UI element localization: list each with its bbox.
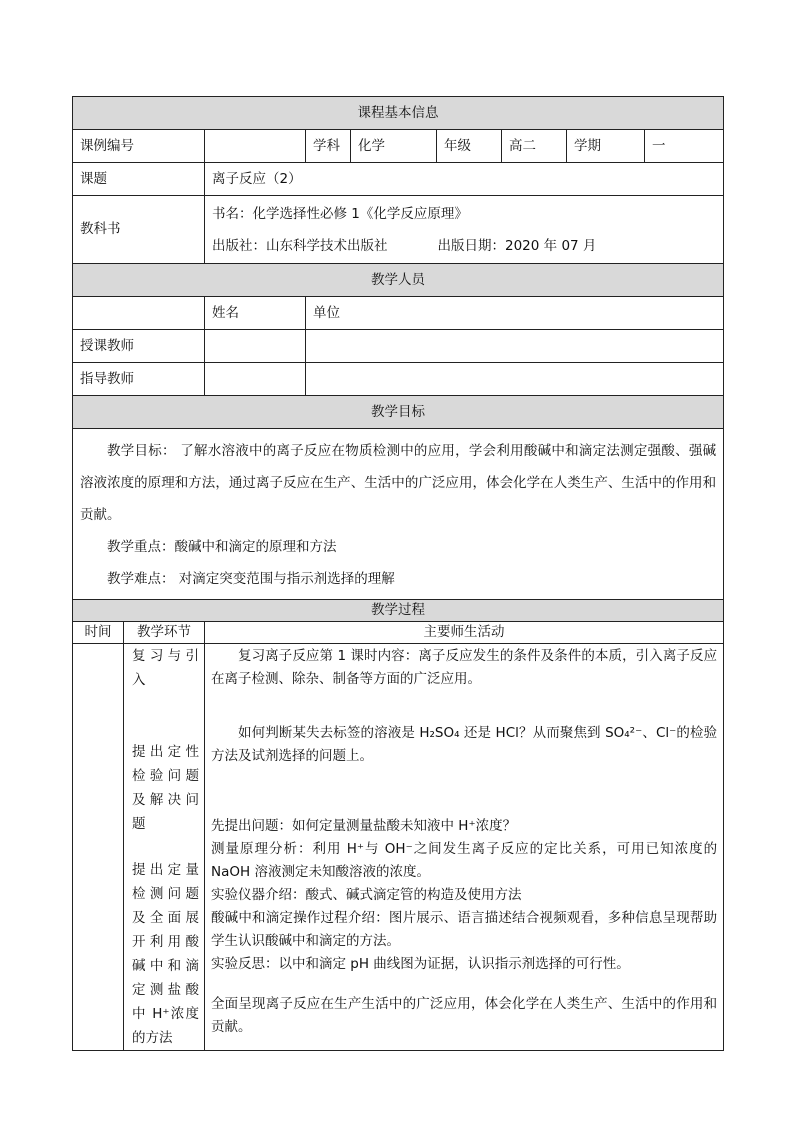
activity-principle: 测量原理分析：利用 H⁺与 OH⁻之间发生离子反应的定比关系，可用已知浓度的 NaOH 溶液测定未知酸溶液的浓度。 xyxy=(211,841,718,880)
stage-quantitative: 提出定量 检测问题 及全面展 开利用酸 碱中和滴 定测盐酸 中 H⁺浓度 的方法 xyxy=(132,862,199,1046)
book-name: 书名：化学选择性必修 1《化学反应原理》 xyxy=(212,205,468,222)
activity-cell xyxy=(205,644,724,1051)
teacher-name xyxy=(205,330,306,363)
goals-body xyxy=(73,429,724,600)
course-table xyxy=(72,96,724,1051)
activity-question: 先提出问题：如何定量测量盐酸未知液中 H⁺浓度？ xyxy=(211,818,517,834)
name-column-header: 姓名 xyxy=(205,297,306,330)
process-header: 教学过程 xyxy=(73,600,724,622)
time-value xyxy=(73,644,124,1051)
basic-info-header: 课程基本信息 xyxy=(73,97,724,130)
activity-reflection: 实验反思：以中和滴定 pH 曲线图为证据，认识指示剂选择的可行性。 xyxy=(211,956,630,972)
unit-column-header: 单位 xyxy=(306,297,724,330)
teaching-key-point: 教学重点：酸碱中和滴定的原理和方法 xyxy=(107,539,337,555)
topic-value: 离子反应（2） xyxy=(205,163,724,196)
case-no-label: 课例编号 xyxy=(73,130,205,163)
stage-cell xyxy=(124,644,205,1051)
term-value: 一 xyxy=(645,130,724,163)
publish-date: 出版日期：2020 年 07 月 xyxy=(437,237,597,254)
lesson-info-sheet xyxy=(72,96,723,1051)
subject-label: 学科 xyxy=(306,130,351,163)
teaching-difficulty: 教学难点： 对滴定突变范围与指示剂选择的理解 xyxy=(107,571,395,587)
publisher-line xyxy=(212,230,716,262)
teacher-unit xyxy=(306,330,724,363)
subject-value: 化学 xyxy=(351,130,437,163)
activity-procedure: 酸碱中和滴定操作过程介绍：图片展示、语言描述结合视频观看，多种信息呈现帮助学生认识酸碱中和滴定的方法。 xyxy=(211,910,718,949)
grade-value: 高二 xyxy=(502,130,567,163)
activity-column-header: 主要师生活动 xyxy=(205,622,724,644)
term-label: 学期 xyxy=(567,130,645,163)
stage-qualitative: 提出定性 检验问题 及解决问 题 xyxy=(132,744,199,832)
grade-label: 年级 xyxy=(437,130,502,163)
teaching-objective: 教学目标： 了解水溶液中的离子反应在物质检测中的应用，学会利用酸碱中和滴定法测定强酸、强碱溶液浓度的原理和方法，通过离子反应在生产、生活中的广泛应用，体会化学在人类生产、生活中的作用和贡献。 xyxy=(80,443,717,523)
mentor-name xyxy=(205,363,306,396)
stage-review: 复习与引 入 xyxy=(132,648,199,688)
staff-header: 教学人员 xyxy=(73,264,724,297)
publisher: 出版社：山东科学技术出版社 xyxy=(212,237,388,254)
case-no-value xyxy=(205,130,306,163)
mentor-unit xyxy=(306,363,724,396)
stage-column-header: 教学环节 xyxy=(124,622,205,644)
goals-header: 教学目标 xyxy=(73,396,724,429)
textbook-label: 教科书 xyxy=(73,196,205,264)
activity-qualitative: 如何判断某失去标签的溶液是 H₂SO₄ 还是 HCl？从而聚焦到 SO₄²⁻、Cl⁻的检验方法及试剂选择的问题上。 xyxy=(211,725,718,764)
textbook-info xyxy=(205,196,724,264)
teacher-label: 授课教师 xyxy=(73,330,205,363)
mentor-label: 指导教师 xyxy=(73,363,205,396)
activity-review: 复习离子反应第 1 课时内容：离子反应发生的条件及条件的本质，引入离子反应在离子检测、除杂、制备等方面的广泛应用。 xyxy=(211,648,718,687)
time-column-header: 时间 xyxy=(73,622,124,644)
activity-application: 全面呈现离子反应在生产生活中的广泛应用，体会化学在人类生产、生活中的作用和贡献。 xyxy=(211,996,718,1035)
topic-label: 课题 xyxy=(73,163,205,196)
activity-instrument: 实验仪器介绍：酸式、碱式滴定管的构造及使用方法 xyxy=(211,887,522,903)
staff-blank-cell xyxy=(73,297,205,330)
